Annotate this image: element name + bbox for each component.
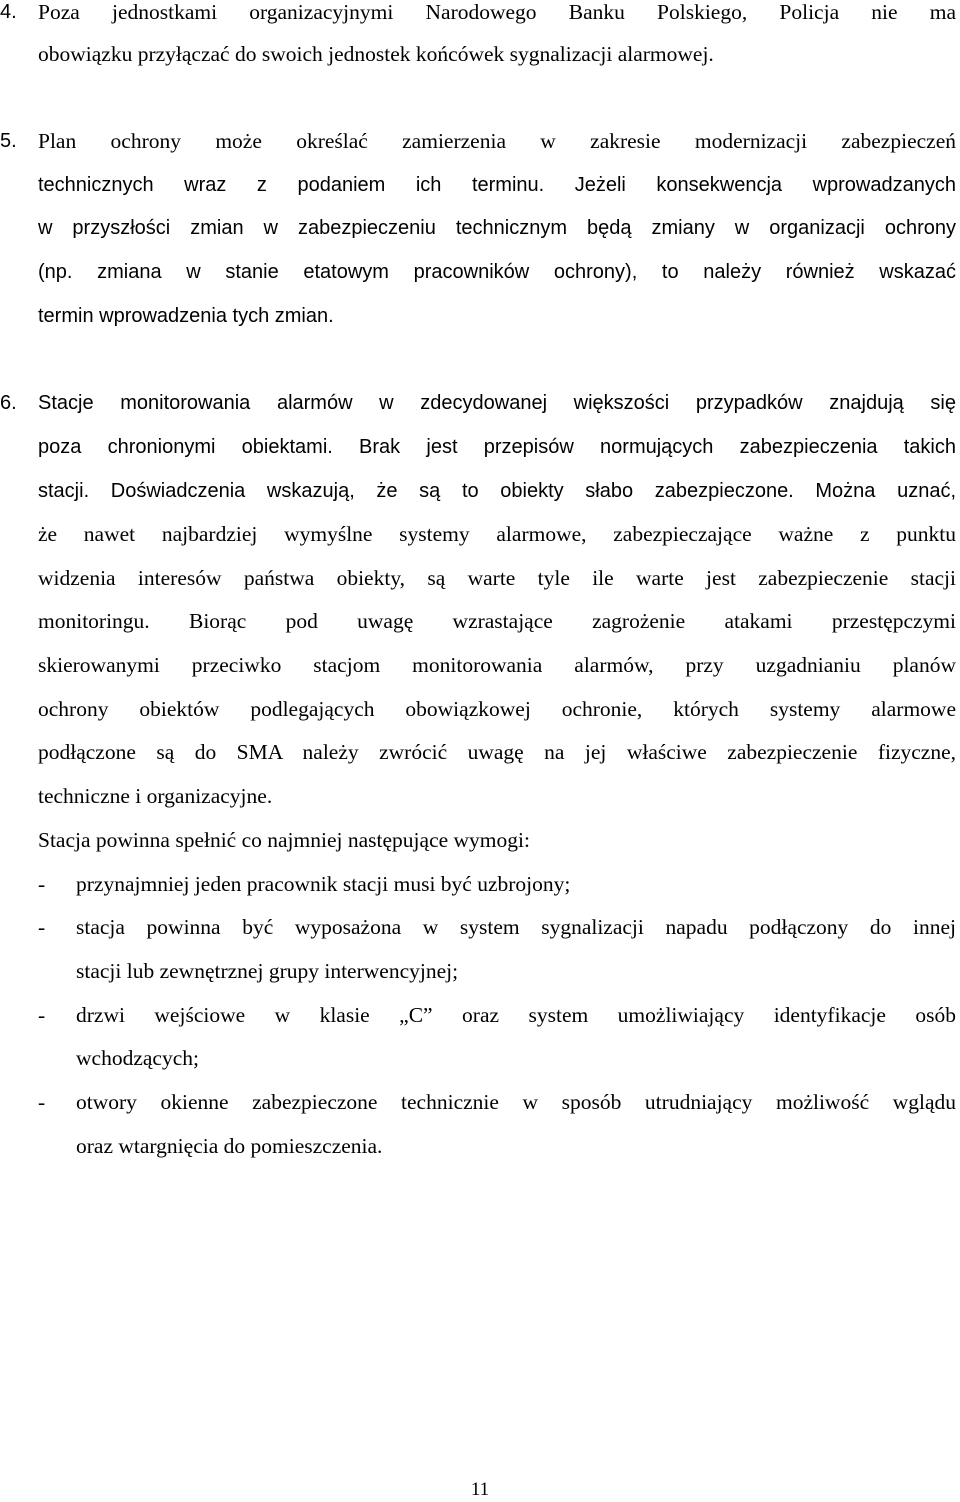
- list-item-line: przynajmniej jeden pracownik stacji musi być uzbrojony;: [76, 872, 571, 896]
- list-item-line: stacja powinna być wyposażona w system sygnalizacji napadu podłączony do innej: [76, 915, 956, 939]
- paragraph-line: ochrony obiektów podlegających obowiązkowej ochronie, których systemy alarmowe: [38, 697, 956, 721]
- paragraph-line: podłączone są do SMA należy zwrócić uwagę na jej właściwe zabezpieczenie fizyczne,: [38, 740, 956, 764]
- section-number: 5.: [0, 130, 17, 152]
- paragraph-line: że nawet najbardziej wymyślne systemy alarmowe, zabezpieczające ważne z punktu: [38, 522, 956, 546]
- paragraph-line: termin wprowadzenia tych zmian.: [38, 305, 334, 327]
- paragraph-line: widzenia interesów państwa obiekty, są warte tyle ile warte jest zabezpieczenie stacji: [38, 566, 956, 590]
- section-number: 6.: [0, 392, 17, 414]
- paragraph-line: techniczne i organizacyjne.: [38, 784, 273, 808]
- paragraph-line: Stacje monitorowania alarmów w zdecydowanej większości przypadków znajdują się: [38, 392, 956, 414]
- paragraph-line: stacji. Doświadczenia wskazują, że są to obiekty słabo zabezpieczone. Można uznać,: [38, 480, 956, 502]
- paragraph-line: w przyszłości zmian w zabezpieczeniu technicznym będą zmiany w organizacji ochrony: [38, 217, 956, 239]
- paragraph-line: (np. zmiana w stanie etatowym pracowników ochrony), to należy również wskazać: [38, 261, 956, 283]
- paragraph-line: Plan ochrony może określać zamierzenia w zakresie modernizacji zabezpieczeń: [38, 129, 956, 153]
- list-bullet: -: [38, 915, 46, 939]
- list-item-line: otwory okienne zabezpieczone technicznie w sposób utrudniający możliwość wglądu: [76, 1090, 956, 1114]
- paragraph-line: poza chronionymi obiektami. Brak jest przepisów normujących zabezpieczenia takich: [38, 436, 956, 458]
- list-item-line: stacji lub zewnętrznej grupy interwencyjnej;: [76, 959, 459, 983]
- list-item-line: drzwi wejściowe w klasie „C” oraz system umożliwiający identyfikacje osób: [76, 1003, 956, 1027]
- section-number: 4.: [0, 1, 17, 23]
- list-bullet: -: [38, 1003, 46, 1027]
- paragraph-line: technicznych wraz z podaniem ich terminu. Jeżeli konsekwencja wprowadzanych: [38, 174, 956, 196]
- paragraph-line: Poza jednostkami organizacyjnymi Narodowego Banku Polskiego, Policja nie ma: [38, 0, 956, 24]
- page-number: 11: [470, 1479, 490, 1500]
- list-bullet: -: [38, 872, 46, 896]
- paragraph-line: skierowanymi przeciwko stacjom monitorowania alarmów, przy uzgadnianiu planów: [38, 653, 956, 677]
- list-item-line: oraz wtargnięcia do pomieszczenia.: [76, 1134, 383, 1158]
- list-bullet: -: [38, 1090, 46, 1114]
- paragraph-line: monitoringu. Biorąc pod uwagę wzrastające zagrożenie atakami przestępczymi: [38, 609, 956, 633]
- requirements-intro: Stacja powinna spełnić co najmniej następujące wymogi:: [38, 828, 530, 852]
- list-item-line: wchodzących;: [76, 1046, 199, 1070]
- paragraph-line: obowiązku przyłączać do swoich jednostek końcówek sygnalizacji alarmowej.: [38, 42, 714, 66]
